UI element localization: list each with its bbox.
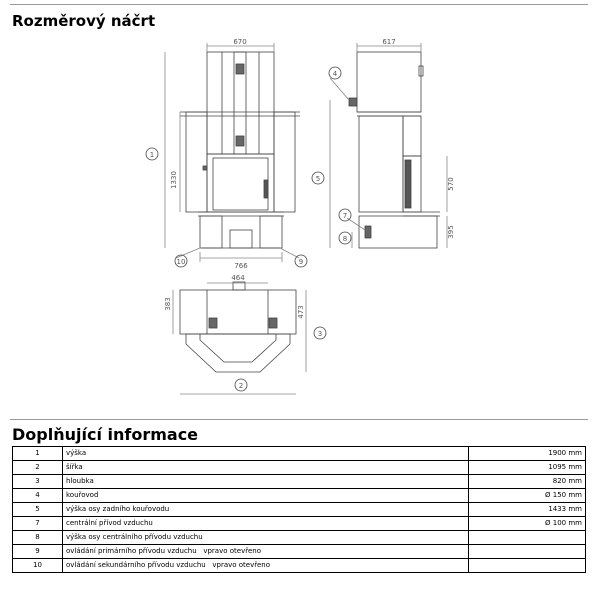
sketch-heading: Rozměrový náčrt [12,12,156,30]
dim-plan-473: 473 [297,305,305,319]
info-heading: Doplňující informace [12,425,199,444]
callout-1-label: 1 [149,151,155,159]
row-number: 5 [13,503,63,517]
row-label: hloubka [63,475,469,489]
row-number: 8 [13,531,63,545]
row-label: kouřovod [63,489,469,503]
row-number: 4 [13,489,63,503]
dim-side-depth: 617 [382,38,396,46]
callout-3-label: 3 [317,330,323,338]
dim-front-width: 670 [233,38,247,46]
row-label: výška osy centrálního přívodu vzduchu [63,531,469,545]
plan-view [173,282,306,394]
dim-front-height: 1330 [170,171,178,189]
row-label: ovládání primárního přívodu vzduchu vpravo otevřeno [63,545,469,559]
row-number: 2 [13,461,63,475]
table-row [13,559,586,573]
row-label: výška osy zadního kouřovodu [63,503,469,517]
callout-2-label: 2 [238,382,244,390]
row-label: centrální přívod vzduchu [63,517,469,531]
callout-7-label: 7 [342,212,348,220]
callout-8-label: 8 [342,235,348,243]
row-value: 820 mm [469,475,586,489]
row-value: Ø 100 mm [469,517,586,531]
table-row [13,517,586,531]
table-row [13,475,586,489]
dim-side-395: 395 [447,225,455,239]
callout-5-label: 5 [315,175,321,183]
callout-10-label: 10 [176,258,186,266]
table-row [13,447,586,461]
row-label: šířka [63,461,469,475]
info-table [12,446,586,573]
row-number: 9 [13,545,63,559]
row-number: 7 [13,517,63,531]
table-row [13,545,586,559]
table-row [13,531,586,545]
row-number: 1 [13,447,63,461]
row-value [469,559,586,573]
table-row [13,503,586,517]
callout-4-label: 4 [332,70,338,78]
row-label: výška [63,447,469,461]
dim-front-base: 766 [234,262,248,270]
side-view [330,43,447,248]
row-value: Ø 150 mm [469,489,586,503]
row-value [469,531,586,545]
row-value: 1095 mm [469,461,586,475]
dim-side-570: 570 [447,177,455,191]
dim-plan-383: 383 [164,297,172,311]
dim-plan-width: 464 [231,274,245,282]
callout-9-label: 9 [298,258,304,266]
row-value [469,545,586,559]
table-row [13,461,586,475]
table-row [13,489,586,503]
section-rule [10,419,588,420]
row-label: ovládání sekundárního přívodu vzduchu vpravo otevřeno [63,559,469,573]
row-number: 3 [13,475,63,489]
front-view [165,43,300,262]
row-value: 1433 mm [469,503,586,517]
row-number: 10 [13,559,63,573]
row-value: 1900 mm [469,447,586,461]
